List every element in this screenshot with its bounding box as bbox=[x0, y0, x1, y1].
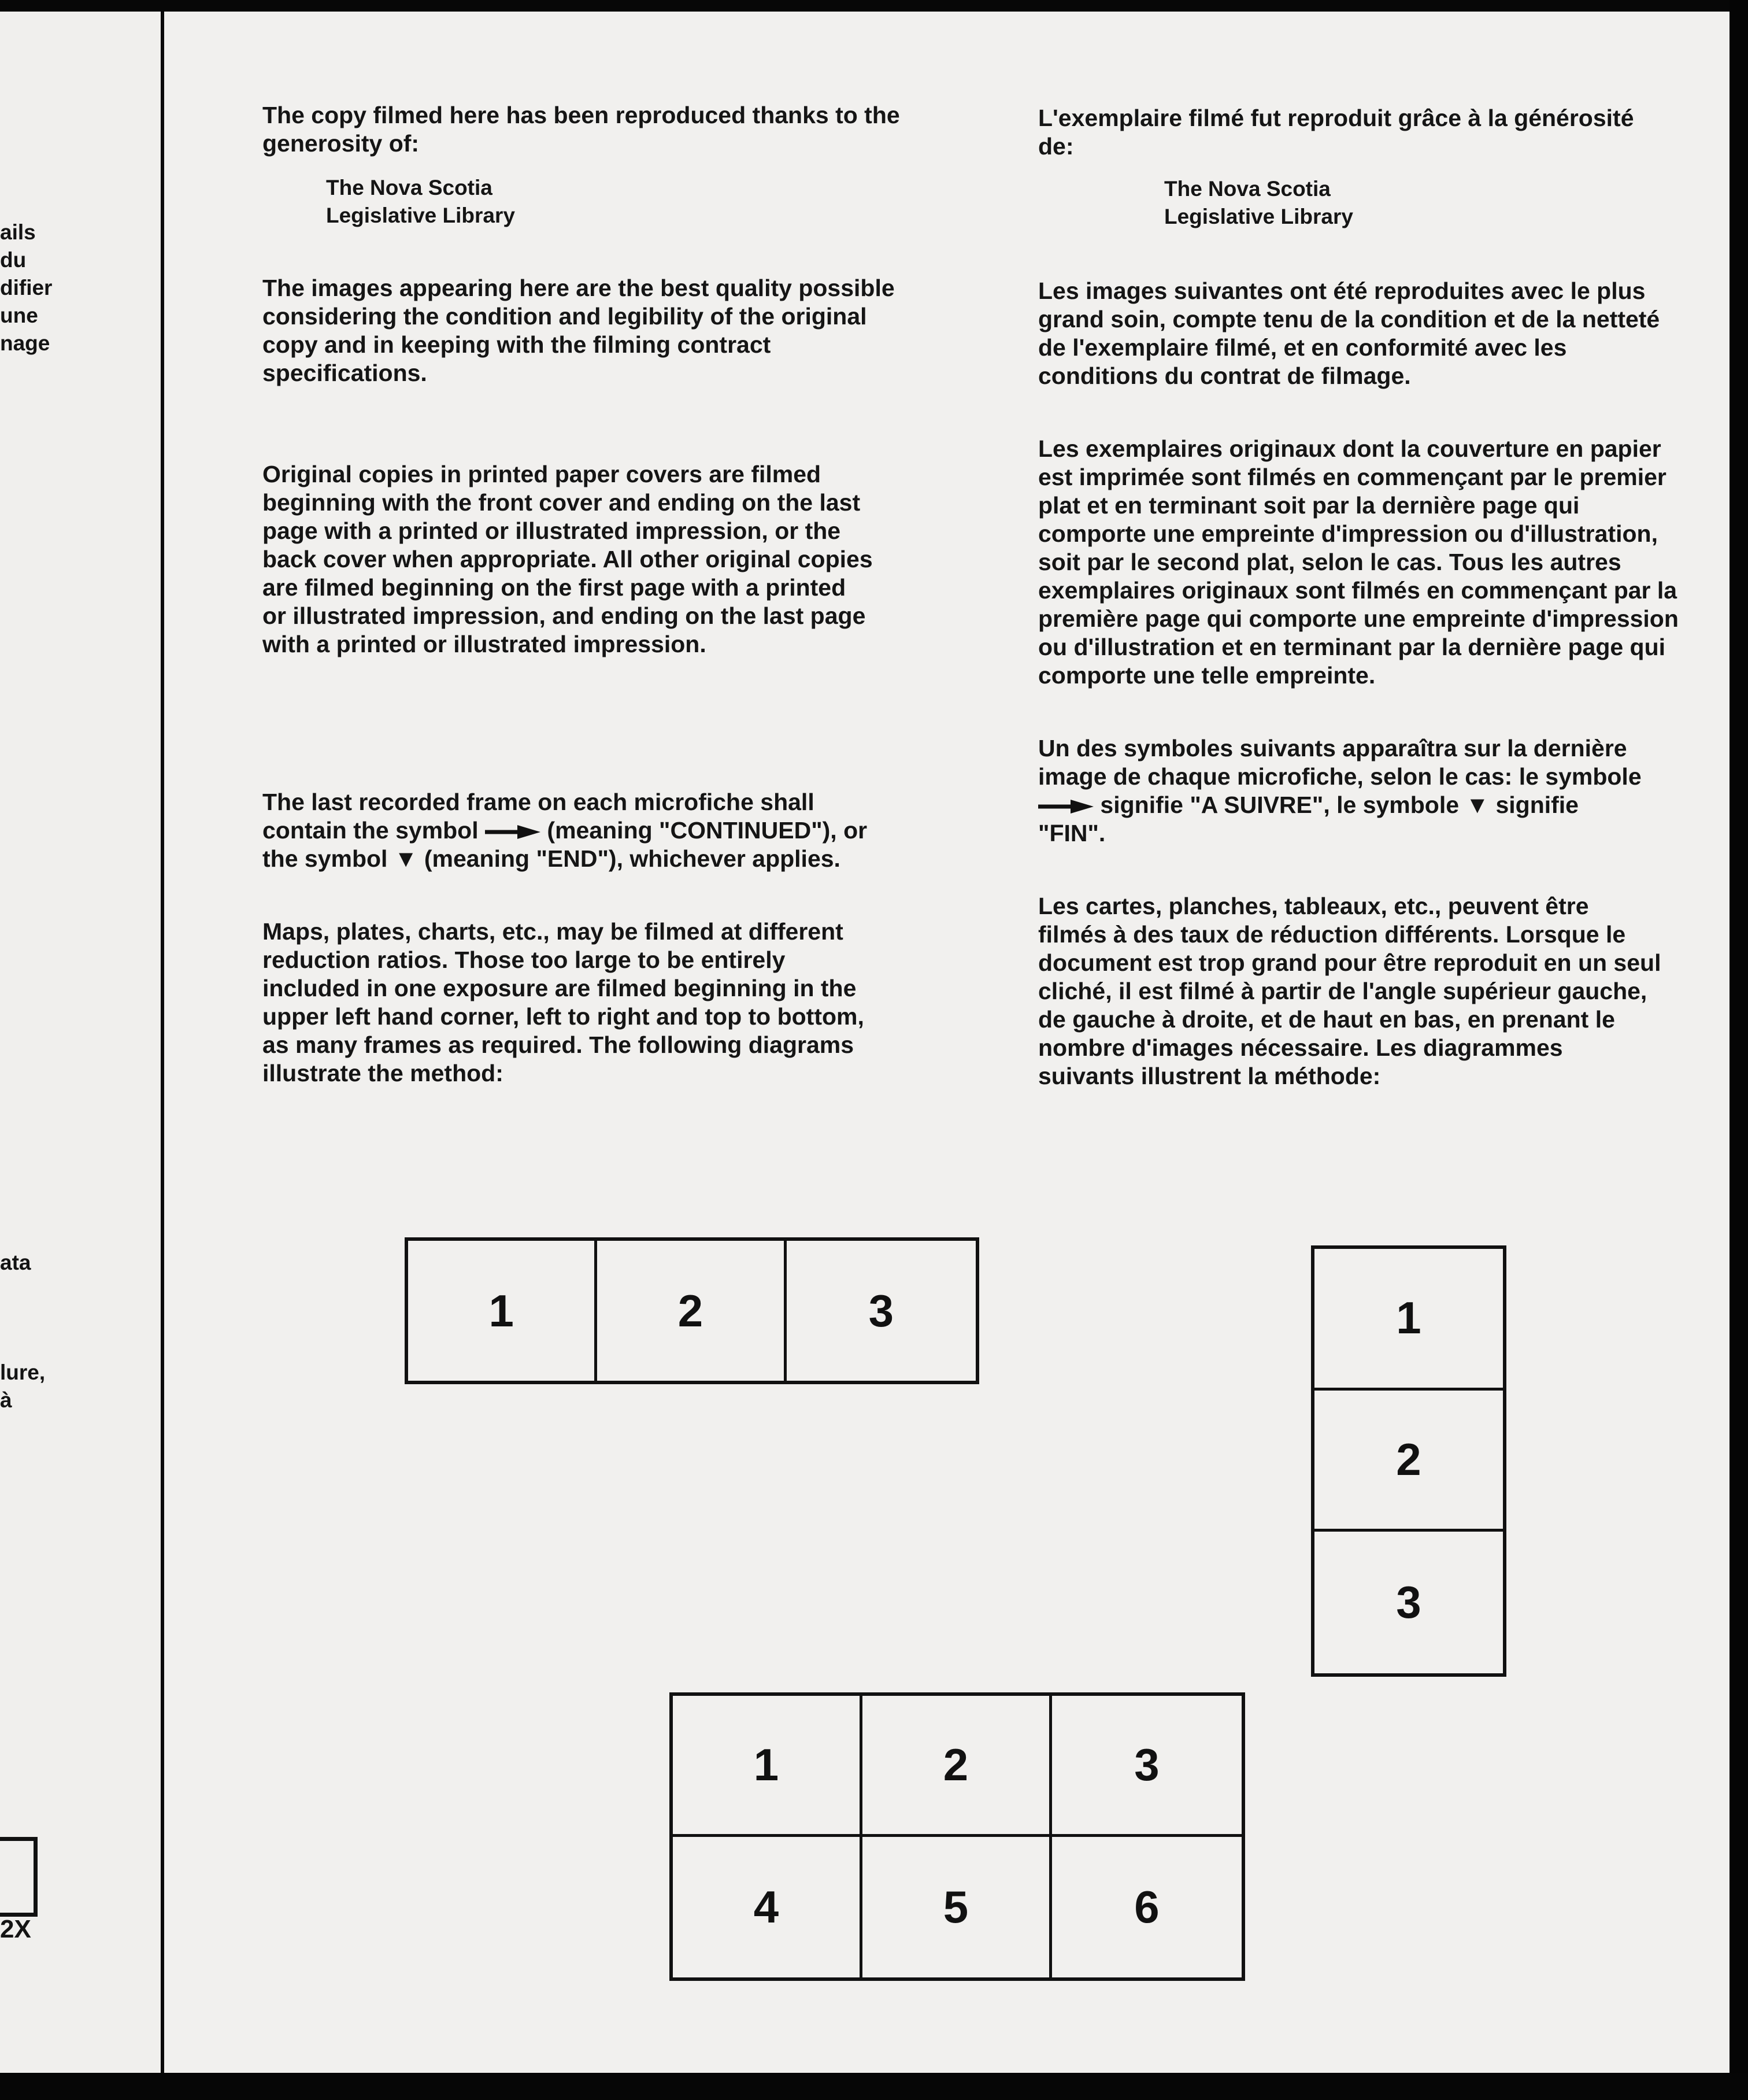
en-quality-text: The images appearing here are the best quality possible considering the condition and legibility of the original copy and in keeping with the filming contract specifications. bbox=[262, 275, 895, 386]
end-triangle-icon: ▼ bbox=[394, 845, 418, 872]
strip-fragment: 2X bbox=[0, 1915, 31, 1943]
english-column bbox=[262, 101, 1083, 1088]
strip-fragment: nage bbox=[0, 331, 50, 355]
diagram-frame-cell: 5 bbox=[862, 1837, 1052, 1978]
diagram-grid bbox=[669, 1692, 1245, 1981]
en-symbol-text-part: The last recorded frame on each microfiche shall contain the symbol bbox=[262, 789, 814, 844]
fr-copies-text: Les exemplaires originaux dont la couverture en papier est imprimée sont filmés en commençant par le premier plat et en terminant soit par la dernière page qui comporte une empreinte d'impression ou d'illustration, soit par le second plat, selon le cas. Tous les autres exemplaires originaux sont filmés en commençant par la première page qui comporte une empreinte d'impression ou d'illustration et en terminant par la dernière page qui comporte une telle empreinte. bbox=[1038, 435, 1679, 689]
diagram-frame-cell: 1 bbox=[673, 1696, 862, 1837]
en-symbol-text-part: (meaning "CONTINUED"), or the symbol bbox=[262, 817, 868, 872]
diagram-frame-cell: 3 bbox=[1052, 1696, 1242, 1837]
diagram-frame-cell: 1 bbox=[1314, 1249, 1503, 1391]
end-triangle-icon: ▼ bbox=[1465, 792, 1490, 818]
strip-fragment: ails bbox=[0, 220, 36, 244]
previous-frame-strip bbox=[0, 12, 161, 2073]
film-right-edge bbox=[1730, 0, 1748, 2100]
diagram-horizontal bbox=[405, 1237, 979, 1384]
fr-symbol-text-part: signifie "FIN". bbox=[1038, 792, 1579, 846]
diagram-frame-cell: 1 bbox=[408, 1241, 597, 1381]
fr-symbol-text bbox=[1038, 734, 1651, 848]
film-bottom-edge bbox=[0, 2073, 1748, 2100]
fr-library-name: Legislative Library bbox=[1164, 205, 1353, 228]
en-maps-text: Maps, plates, charts, etc., may be filmed at different reduction ratios. Those too large to be entirely included in one exposure are filmed beginning in the upper left hand corner, left to right and top to bottom, as many frames as required. The following diagrams illustrate the method: bbox=[262, 918, 864, 1086]
fr-maps-text: Les cartes, planches, tableaux, etc., peuvent être filmés à des taux de réduction différents. Lorsque le document est trop grand pour être reproduit en un seul cliché, il est filmé à partir de l'angle supérieur gauche, de gauche à droite, et de haut en bas, en prenant le nombre d'images nécessaire. Les diagrammes suivants illustrent la méthode: bbox=[1038, 893, 1661, 1089]
fr-symbol-text-part: Un des symboles suivants apparaîtra sur la dernière image de chaque microfiche, selon le cas: le symbole bbox=[1038, 735, 1642, 790]
strip-fragment: difier bbox=[0, 276, 53, 300]
fr-generosity-text: L'exemplaire filmé fut reproduit grâce à la générosité de: bbox=[1038, 105, 1634, 160]
strip-fragment: lure, bbox=[0, 1360, 46, 1384]
strip-fragment: ata bbox=[0, 1251, 31, 1274]
diagram-frame-cell: 3 bbox=[1396, 1577, 1421, 1628]
microfiche-target-page bbox=[164, 12, 1730, 2073]
fr-symbol-text-part: signifie "A SUIVRE", le symbole bbox=[1100, 792, 1460, 818]
en-library-name: Legislative Library bbox=[326, 204, 515, 227]
en-symbol-text-part: (meaning "END"), whichever applies. bbox=[424, 845, 840, 872]
diagram-frame-cell: 6 bbox=[1134, 1881, 1160, 1932]
strip-fragment: une bbox=[0, 304, 38, 327]
en-library-name: The Nova Scotia bbox=[326, 176, 492, 199]
strip-fragment: à bbox=[0, 1388, 12, 1412]
diagram-frame-cell: 2 bbox=[597, 1241, 786, 1381]
film-top-edge bbox=[0, 0, 1748, 12]
continued-arrow-icon bbox=[485, 824, 540, 840]
fr-library-name: The Nova Scotia bbox=[1164, 177, 1331, 201]
diagram-frame-cell: 2 bbox=[1314, 1391, 1503, 1532]
en-generosity-text: The copy filmed here has been reproduced thanks to the generosity of: bbox=[262, 102, 900, 157]
diagram-frame-cell: 4 bbox=[673, 1837, 862, 1978]
en-copies-text: Original copies in printed paper covers are filmed beginning with the front cover and ending on the last page with a printed or illustrated impression, or the back cover when appropriate. All other original copies are filmed beginning on the first page with a printed or illustrated impression, and ending on the last page with a printed or illustrated impression. bbox=[262, 461, 873, 657]
resolution-target-box bbox=[0, 1837, 38, 1917]
diagram-frame-cell: 2 bbox=[862, 1696, 1052, 1837]
continued-arrow-icon bbox=[1038, 798, 1094, 815]
en-symbol-text bbox=[262, 788, 875, 873]
diagram-frame-cell: 3 bbox=[868, 1285, 894, 1336]
strip-fragment: du bbox=[0, 248, 27, 272]
diagram-vertical bbox=[1311, 1245, 1506, 1677]
french-column bbox=[1038, 104, 1686, 1090]
fr-quality-text: Les images suivantes ont été reproduites avec le plus grand soin, compte tenu de la condition et de la netteté de l'exemplaire filmé, et en conformité avec les conditions du contrat de filmage. bbox=[1038, 278, 1660, 389]
